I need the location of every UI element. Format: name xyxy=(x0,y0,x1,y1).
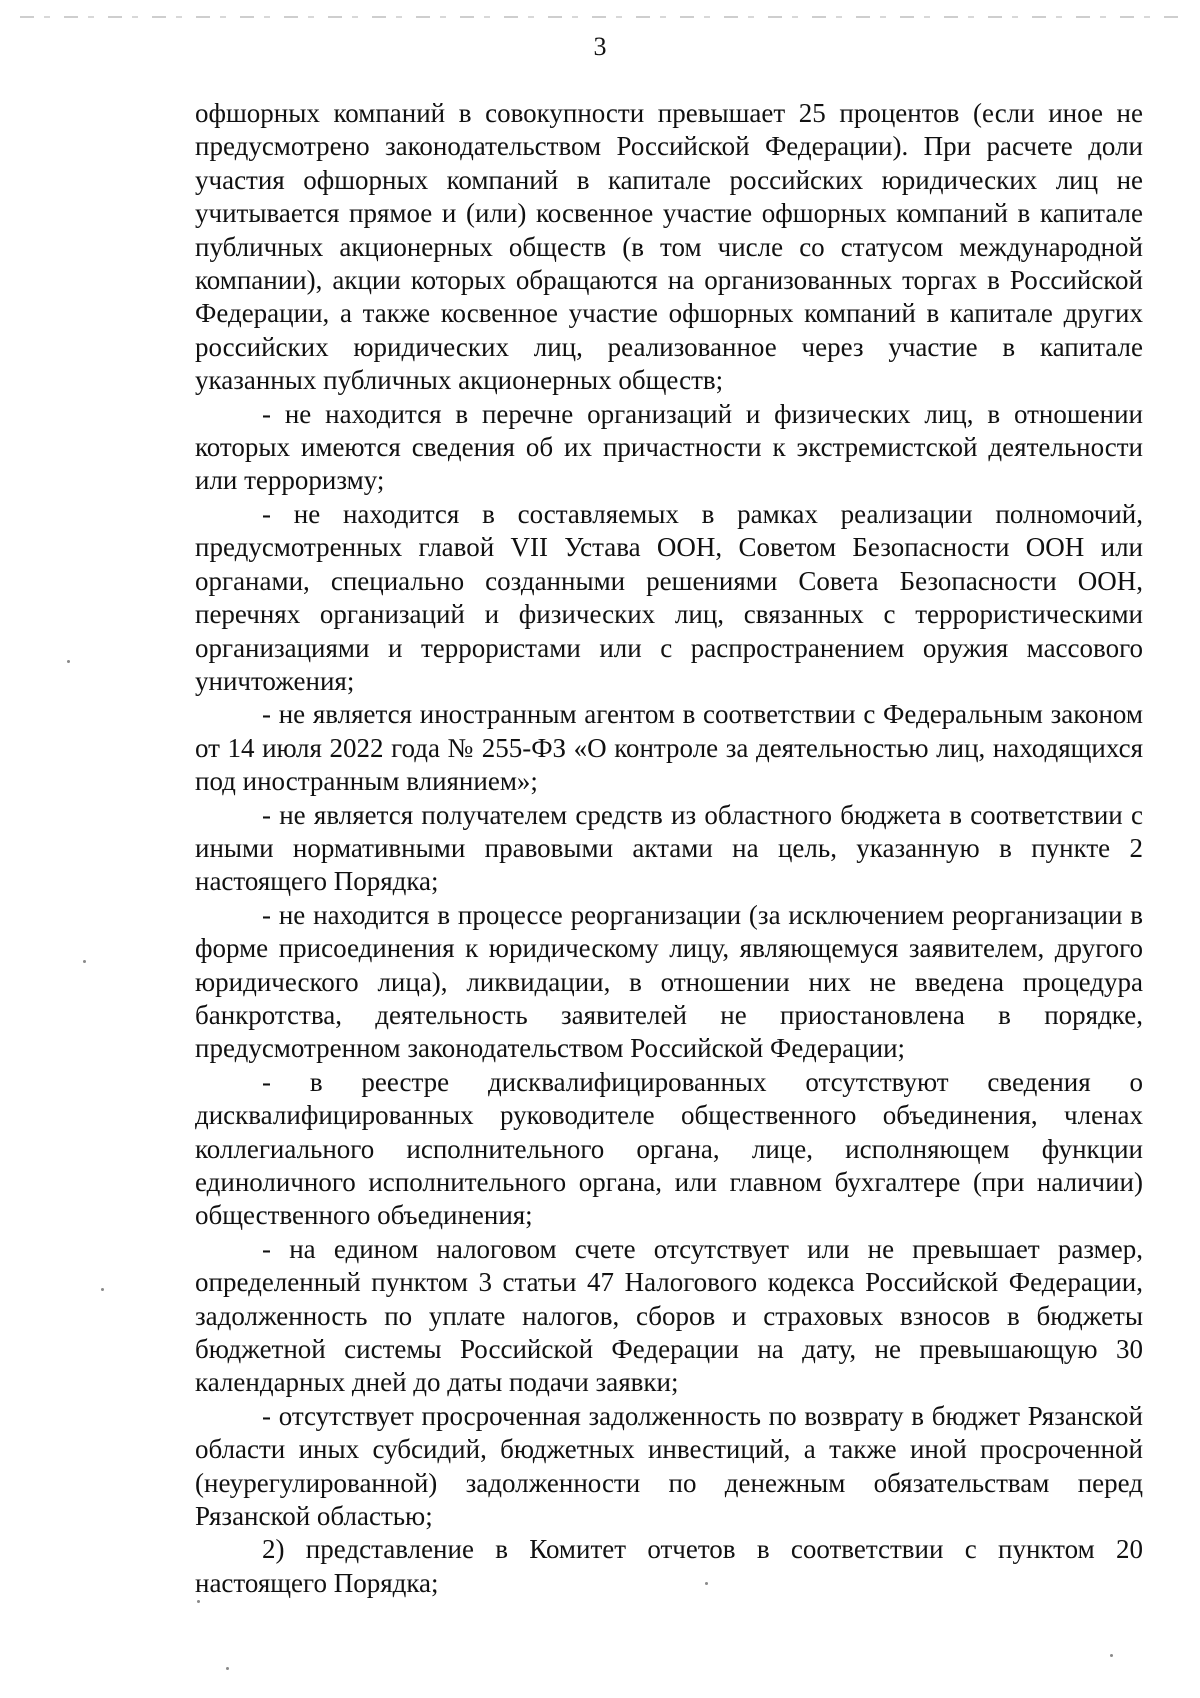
scan-speck xyxy=(197,1600,200,1603)
scan-edge-artifact xyxy=(20,16,1180,18)
paragraph-offshore-participation: офшорных компаний в совокупности превышает 25 процентов (если иное не предусмотрено законодательством Российской Федерации). При расчете доли участия офшорных компаний в капитале российских юридических лиц не учитывается прямое и (или) косвенное участие офшорных компаний в капитале публичных акционерных обществ (в том числе со статусом международной компании), акции которых обращаются на организованных торгах в Российской Федерации, а также косвенное участие офшорных компаний в капитале других российских юридических лиц, реализованное через участие в капитале указанных публичных акционерных обществ; xyxy=(195,98,1143,396)
paragraph-regional-budget-recipient: - не является получателем средств из областного бюджета в соответствии с иными нормативными правовыми актами на цель, указанную в пункте 2 настоящего Порядка; xyxy=(195,799,1143,897)
paragraph-extremism-list: - не находится в перечне организаций и физических лиц, в отношении которых имеются сведения об их причастности к экстремистской деятельности или терроризму; xyxy=(195,398,1143,496)
page-number: 3 xyxy=(593,32,607,61)
scan-speck xyxy=(1110,1654,1113,1657)
scan-speck xyxy=(705,1582,708,1585)
paragraph-disqualified-registry: - в реестре дисквалифицированных отсутствуют сведения о дисквалифицированных руководителе общественного объединения, членах коллегиального исполнительного органа, лице, исполняющем функции единоличного исполнительного органа, или главном бухгалтере (при наличии) общественного объединения; xyxy=(195,1066,1143,1231)
scan-speck xyxy=(83,960,86,963)
scan-speck xyxy=(226,1667,229,1670)
paragraph-foreign-agent: - не является иностранным агентом в соответствии с Федеральным законом от 14 июля 2022 года № 255-ФЗ «О контроле за деятельностью лиц, находящихся под иностранным влиянием»; xyxy=(195,699,1143,797)
document-body xyxy=(195,97,1143,1600)
paragraph-tax-account-debt: - на едином налоговом счете отсутствует или не превышает размер, определенный пунктом 3 статьи 47 Налогового кодекса Российской Федерации, задолженность по уплате налогов, сборов и страховых взносов в бюджеты бюджетной системы Российской Федерации на дату, не превышающую 30 календарных дней до даты подачи заявки; xyxy=(195,1233,1143,1398)
paragraph-overdue-debt: - отсутствует просроченная задолженность по возврату в бюджет Рязанской области иных субсидий, бюджетных инвестиций, а также иной просроченной (неурегулированной) задолженности по денежным обязательствам перед Рязанской областью; xyxy=(195,1400,1143,1532)
paragraph-reorganization-liquidation: - не находится в процессе реорганизации (за исключением реорганизации в форме присоединения к юридическому лицу, являющемуся заявителем, другого юридического лица), ликвидации, в отношении них не введена процедура банкротства, деятельность заявителей не приостановлена в порядке, предусмотренном законодательством Российской Федерации; xyxy=(195,899,1143,1064)
paragraph-un-security-council-lists: - не находится в составляемых в рамках реализации полномочий, предусмотренных главой VII Устава ООН, Советом Безопасности ООН или органами, специально созданными решениями Совета Безопасности ООН, перечнях организаций и физических лиц, связанных с террористическими организациями и террористами или с распространением оружия массового уничтожения; xyxy=(195,498,1143,696)
paragraph-reports-to-committee: 2) представление в Комитет отчетов в соответствии с пунктом 20 настоящего Порядка; xyxy=(195,1534,1143,1598)
scan-speck xyxy=(67,660,70,663)
scan-speck xyxy=(101,1288,104,1291)
